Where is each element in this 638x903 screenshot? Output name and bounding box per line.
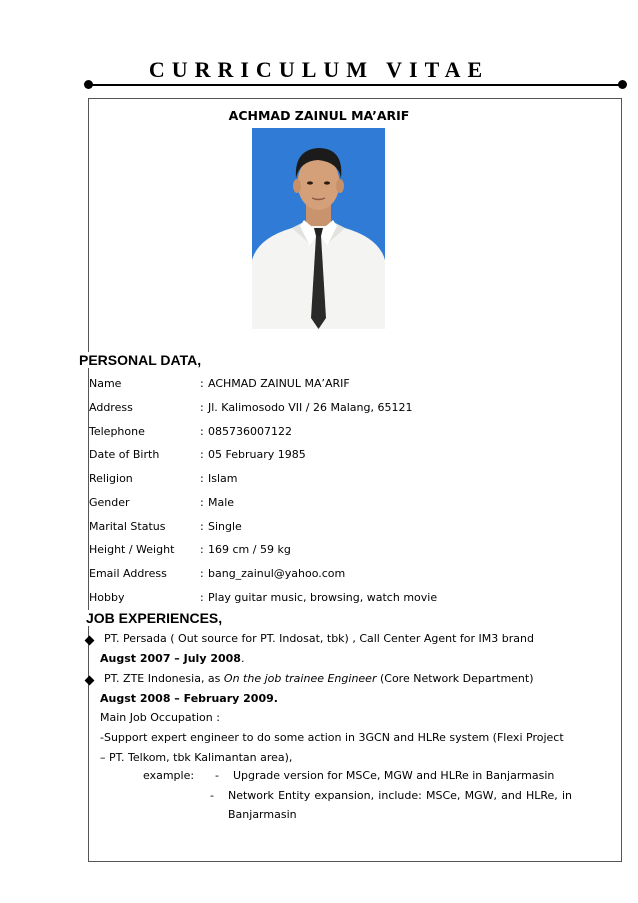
job2-description bbox=[104, 672, 534, 685]
example-dash: - bbox=[215, 769, 219, 782]
example-item-2-line1: Network Entity expansion, include: MSCe, MGW, and HLRe, in bbox=[228, 789, 572, 802]
example-dash: - bbox=[210, 789, 214, 802]
job1-description: PT. Persada ( Out source for PT. Indosat, tbk) , Call Center Agent for IM3 brand bbox=[104, 632, 534, 645]
personal-data-heading: PERSONAL DATA, bbox=[79, 352, 202, 368]
portrait-illustration bbox=[252, 128, 385, 329]
field-value: Single bbox=[208, 520, 242, 533]
example-item-1: Upgrade version for MSCe, MGW and HLRe in Banjarmasin bbox=[233, 769, 555, 782]
field-colon: : bbox=[200, 401, 204, 414]
job2-text-after: (Core Network Department) bbox=[376, 672, 534, 685]
rule-left-dot bbox=[84, 80, 93, 89]
field-label: Hobby bbox=[89, 591, 125, 604]
field-value: Play guitar music, browsing, watch movie bbox=[208, 591, 438, 604]
profile-photo bbox=[252, 128, 385, 329]
field-label: Religion bbox=[89, 472, 133, 485]
job2-text-italic: On the job trainee Engineer bbox=[223, 672, 377, 685]
example-item-2-line2: Banjarmasin bbox=[228, 808, 297, 821]
candidate-name: ACHMAD ZAINUL MA’ARIF bbox=[228, 108, 410, 123]
job2-period: Augst 2008 – February 2009. bbox=[100, 692, 278, 705]
field-label: Marital Status bbox=[89, 520, 166, 533]
field-label: Email Address bbox=[89, 567, 167, 580]
field-label: Telephone bbox=[89, 425, 145, 438]
field-value: Islam bbox=[208, 472, 238, 485]
field-colon: : bbox=[200, 377, 204, 390]
field-label: Address bbox=[89, 401, 133, 414]
job1-period-suffix: . bbox=[240, 652, 245, 665]
field-colon: : bbox=[200, 496, 204, 509]
field-value: 085736007122 bbox=[208, 425, 292, 438]
field-colon: : bbox=[200, 425, 204, 438]
field-colon: : bbox=[200, 543, 204, 556]
rule-right-dot bbox=[618, 80, 627, 89]
field-colon: : bbox=[200, 448, 204, 461]
field-value: bang_zainul@yahoo.com bbox=[208, 567, 346, 580]
field-colon: : bbox=[200, 567, 204, 580]
job2-text-before: PT. ZTE Indonesia, as bbox=[104, 672, 224, 685]
field-value: 169 cm / 59 kg bbox=[208, 543, 291, 556]
field-value: 05 February 1985 bbox=[208, 448, 306, 461]
field-colon: : bbox=[200, 472, 204, 485]
field-value: ACHMAD ZAINUL MA’ARIF bbox=[208, 377, 350, 390]
field-colon: : bbox=[200, 591, 204, 604]
field-value: Jl. Kalimosodo VII / 26 Malang, 65121 bbox=[208, 401, 413, 414]
job2-main-job-label: Main Job Occupation : bbox=[100, 711, 220, 724]
job1-period bbox=[100, 652, 244, 665]
job-experiences-heading: JOB EXPERIENCES, bbox=[86, 610, 223, 626]
field-colon: : bbox=[200, 520, 204, 533]
document-title: CURRICULUM VITAE bbox=[148, 57, 490, 82]
example-label: example: bbox=[143, 769, 195, 782]
title-rule bbox=[88, 84, 622, 86]
field-value: Male bbox=[208, 496, 235, 509]
job2-responsibility: -Support expert engineer to do some action in 3GCN and HLRe system (Flexi Project – PT. Telkom, tbk Kalimantan area), bbox=[100, 731, 564, 764]
job1-period-text: Augst 2007 – July 2008 bbox=[100, 652, 241, 665]
field-label: Height / Weight bbox=[89, 543, 175, 556]
field-label: Name bbox=[89, 377, 122, 390]
field-label: Date of Birth bbox=[89, 448, 160, 461]
field-label: Gender bbox=[89, 496, 130, 509]
